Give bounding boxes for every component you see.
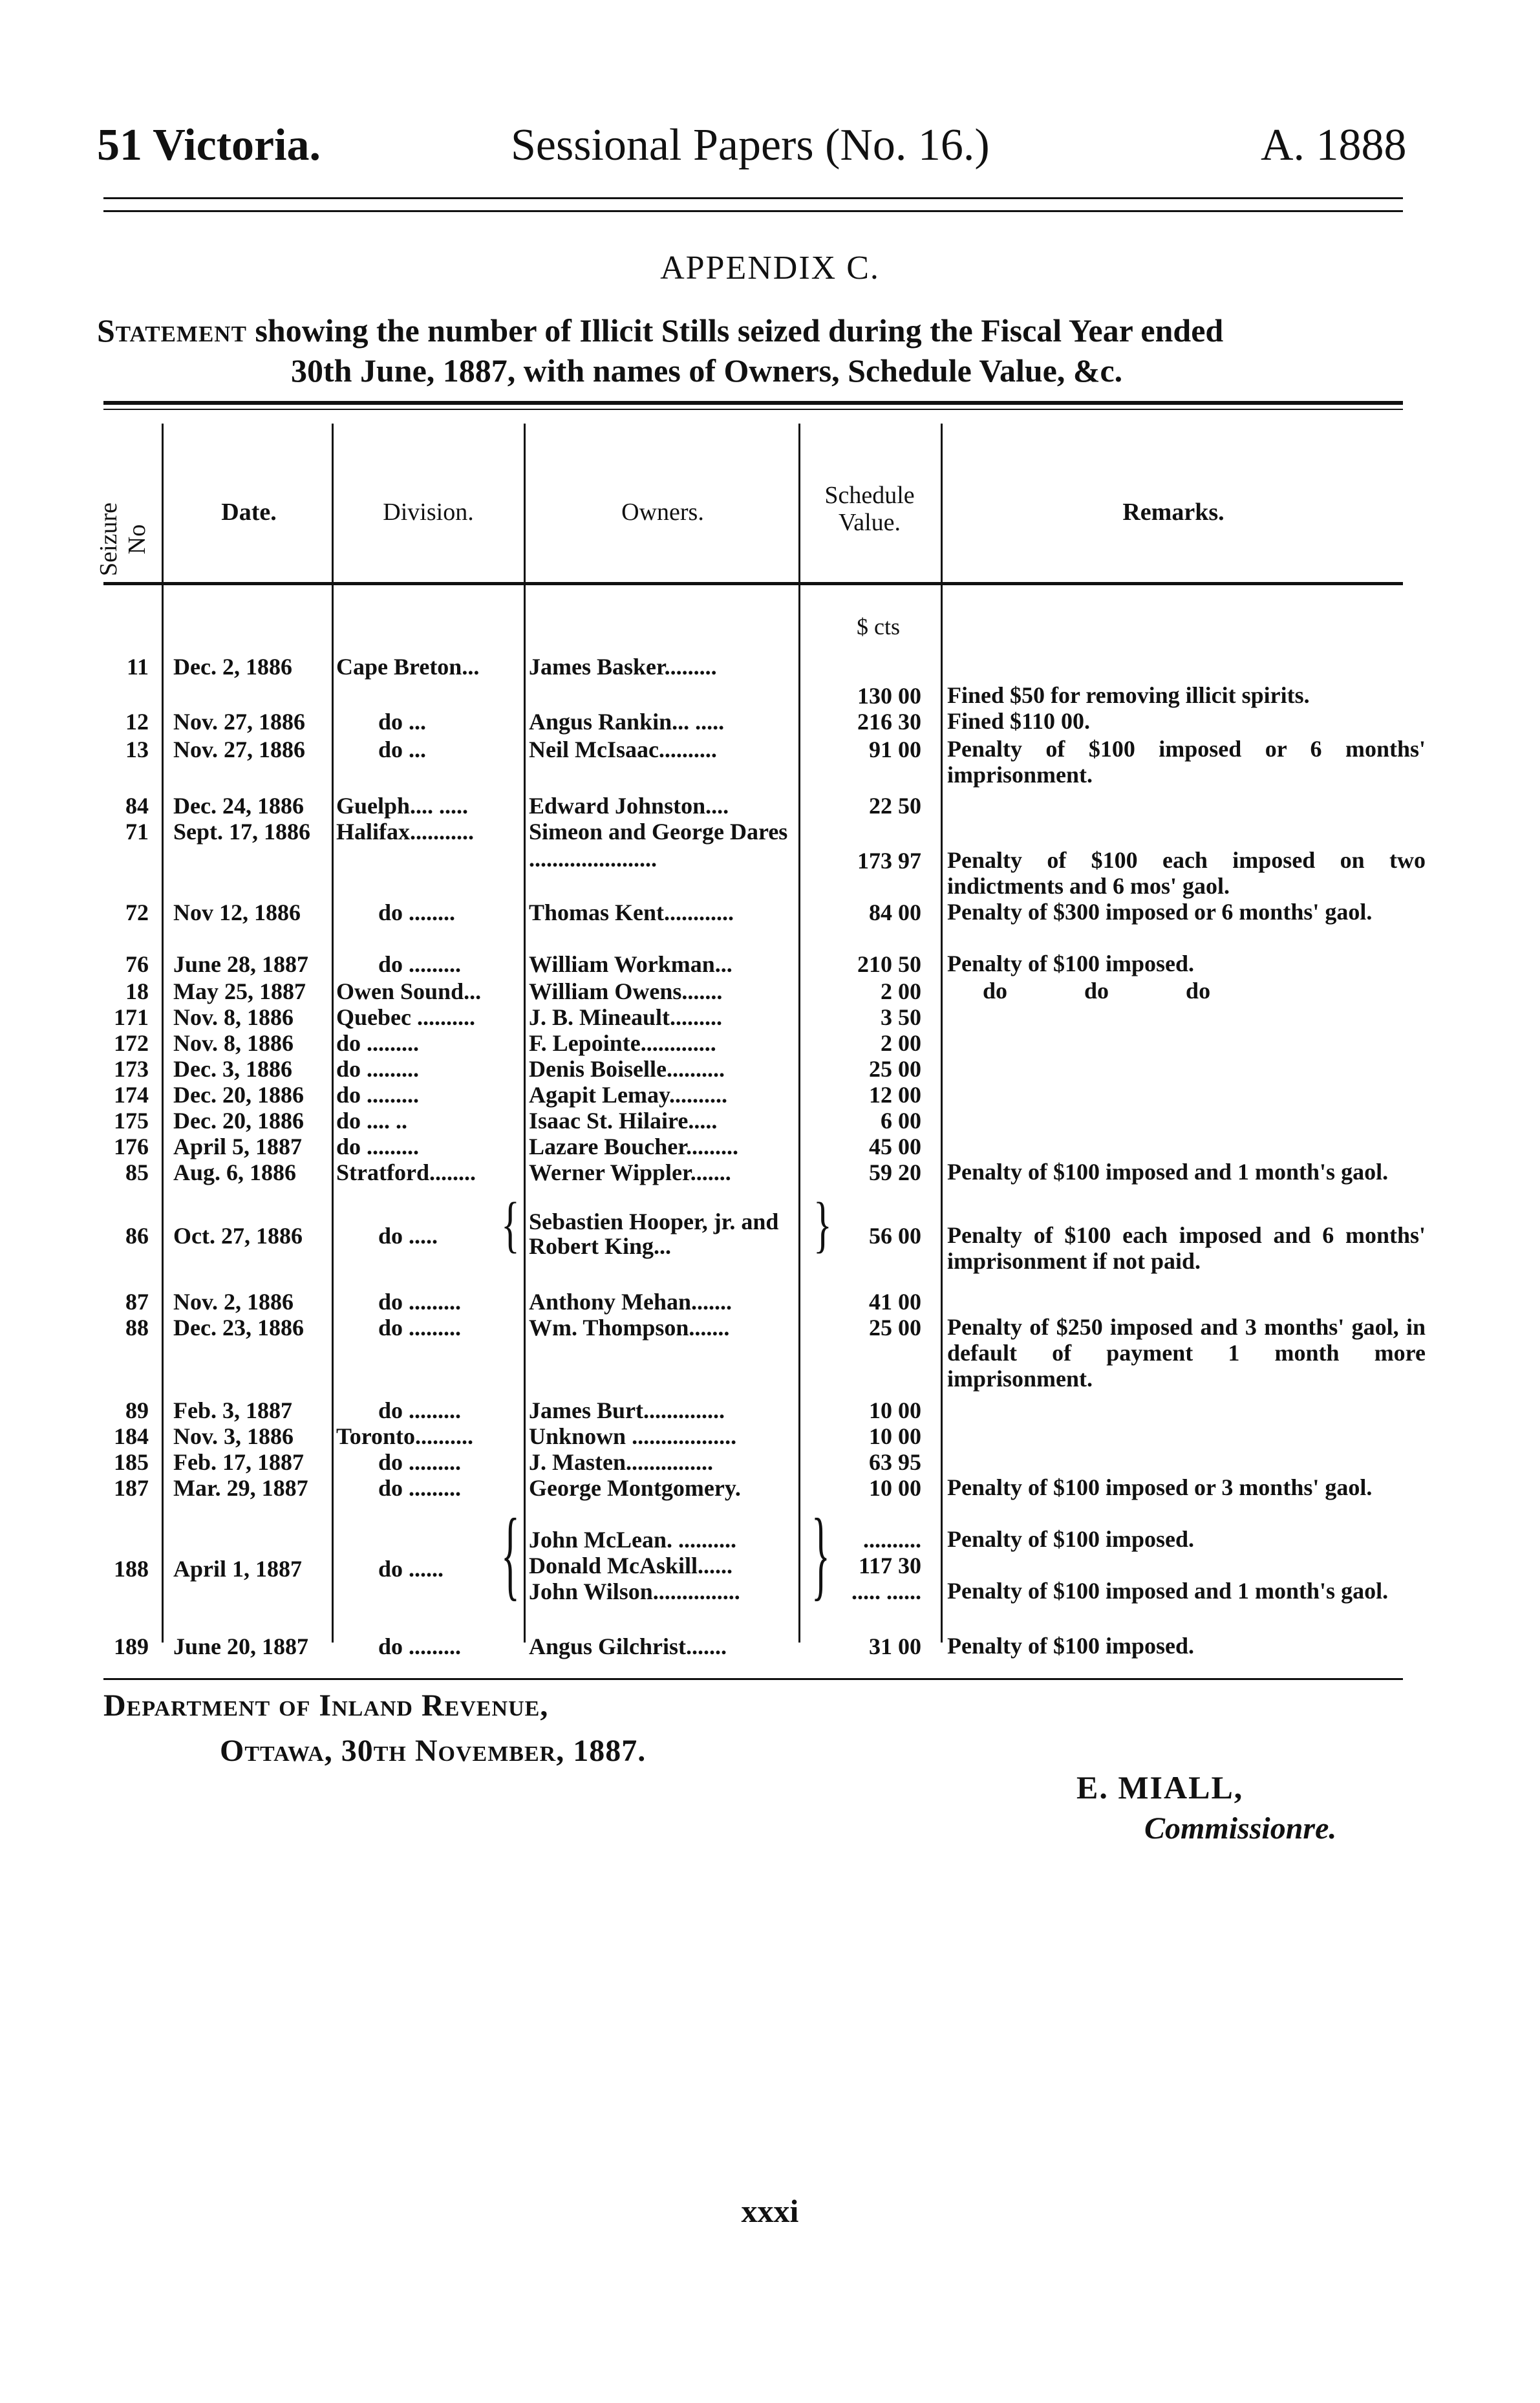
row-71-owner: Simeon and George Dares ...................... (529, 819, 788, 872)
row-171-division: Quebec .......... (336, 1004, 475, 1030)
row-187-date: Mar. 29, 1887 (173, 1475, 308, 1501)
row-174-seizure: 174 (114, 1082, 149, 1108)
row-174-division: do ......... (336, 1082, 420, 1108)
row-172-owner: F. Lepointe............. (529, 1030, 716, 1056)
row-72-owner: Thomas Kent............ (529, 900, 734, 925)
row-189-seizure: 189 (114, 1633, 149, 1659)
row-188-seizure: 188 (114, 1556, 149, 1582)
row-174-date: Dec. 20, 1886 (173, 1082, 304, 1108)
row-18-value: 2 00 (881, 978, 921, 1004)
row-18-seizure: 18 (125, 978, 149, 1004)
row-72-remarks: Penalty of $300 imposed or 6 months' gaol. (947, 899, 1373, 925)
row-189-owner: Angus Gilchrist....... (529, 1633, 727, 1659)
row-175-seizure: 175 (114, 1108, 149, 1134)
row-12-remarks: Fined $110 00. (947, 708, 1091, 734)
row-18-date: May 25, 1887 (173, 978, 306, 1004)
row-84-division: Guelph.... ..... (336, 793, 469, 819)
row-71-date: Sept. 17, 1886 (173, 819, 311, 845)
row-86-remarks: Penalty of $100 each imposed and 6 months' imprisonment if not paid. (947, 1222, 1426, 1274)
row-86-owner: Sebastien Hooper, jr. and Robert King... (529, 1209, 779, 1259)
appendix-title: APPENDIX C. (660, 250, 880, 286)
row-175-owner: Isaac St. Hilaire..... (529, 1108, 718, 1134)
signer-name: E. MIALL, (1076, 1769, 1244, 1805)
header-date: Date. (221, 499, 277, 526)
row-87-seizure: 87 (125, 1289, 149, 1315)
statement-line1: showing the number of Illicit Stills seized during the Fiscal Year ended (246, 312, 1224, 349)
row-174-value: 12 00 (869, 1082, 921, 1108)
row-88-seizure: 88 (125, 1315, 149, 1341)
header-volume: 51 Victoria. (97, 120, 321, 170)
header-remarks: Remarks. (1122, 499, 1225, 526)
col-line-3 (524, 424, 526, 1643)
row-76-seizure: 76 (125, 951, 149, 977)
row-175-division: do .... .. (336, 1108, 408, 1134)
row-11-owner: James Basker......... (529, 654, 717, 680)
row-185-division: do ......... (378, 1449, 462, 1475)
row-86-left-brace: { (501, 1190, 520, 1259)
statement-line2: 30th June, 1887, with names of Owners, Schedule Value, &c. (291, 352, 1123, 389)
row-175-date: Dec. 20, 1886 (173, 1108, 304, 1134)
row-71-seizure: 71 (125, 819, 149, 845)
row-189-remarks: Penalty of $100 imposed. (947, 1633, 1194, 1659)
row-184-owner: Unknown .................. (529, 1423, 737, 1449)
row-173-value: 25 00 (869, 1056, 921, 1082)
row-187-owner: George Montgomery. (529, 1475, 741, 1501)
row-71-value: 173 97 (857, 848, 921, 874)
row-88-value: 25 00 (869, 1315, 921, 1341)
col-line-5 (941, 424, 943, 1643)
row-185-owner: J. Masten............... (529, 1449, 713, 1475)
row-85-date: Aug. 6, 1886 (173, 1159, 297, 1185)
row-13-value: 91 00 (869, 737, 921, 762)
row-89-owner: James Burt.............. (529, 1397, 725, 1423)
table-top-rule-thin (103, 409, 1403, 410)
row-89-seizure: 89 (125, 1397, 149, 1423)
row-188-owner-2: Donald McAskill...... (529, 1553, 733, 1579)
header-division: Division. (383, 499, 474, 526)
row-189-value: 31 00 (869, 1633, 921, 1659)
row-188-value-1: .......... (863, 1527, 921, 1553)
row-18-owner: William Owens....... (529, 978, 723, 1004)
row-176-owner: Lazare Boucher......... (529, 1134, 738, 1159)
row-172-date: Nov. 8, 1886 (173, 1030, 294, 1056)
row-189-division: do ......... (378, 1633, 462, 1659)
row-173-owner: Denis Boiselle.......... (529, 1056, 725, 1082)
row-85-division: Stratford........ (336, 1159, 476, 1185)
row-185-date: Feb. 17, 1887 (173, 1449, 304, 1475)
row-86-division: do ..... (378, 1223, 438, 1249)
row-72-value: 84 00 (869, 900, 921, 925)
row-12-owner: Angus Rankin... ..... (529, 709, 725, 735)
row-89-date: Feb. 3, 1887 (173, 1397, 292, 1423)
header-owners: Owners. (621, 499, 704, 526)
row-18-remarks: do do do (983, 978, 1211, 1004)
row-13-owner: Neil McIsaac.......... (529, 737, 717, 762)
row-187-division: do ......... (378, 1475, 462, 1501)
row-85-seizure: 85 (125, 1159, 149, 1185)
row-172-division: do ......... (336, 1030, 420, 1056)
row-188-remarks-1: Penalty of $100 imposed. (947, 1526, 1194, 1552)
row-12-value: 216 30 (857, 709, 921, 735)
row-88-owner: Wm. Thompson....... (529, 1315, 730, 1341)
units-label: $ cts (857, 614, 900, 640)
row-184-value: 10 00 (869, 1423, 921, 1449)
row-12-date: Nov. 27, 1886 (173, 709, 306, 735)
page-number: xxxi (741, 2193, 799, 2229)
row-188-owner-1: John McLean. .......... (529, 1527, 737, 1553)
row-84-date: Dec. 24, 1886 (173, 793, 304, 819)
row-12-seizure: 12 (125, 709, 149, 735)
row-176-seizure: 176 (114, 1134, 149, 1159)
row-176-date: April 5, 1887 (173, 1134, 303, 1159)
row-84-owner: Edward Johnston.... (529, 793, 729, 819)
row-187-value: 10 00 (869, 1475, 921, 1501)
row-86-seizure: 86 (125, 1223, 149, 1249)
row-11-date: Dec. 2, 1886 (173, 654, 292, 680)
row-85-remarks: Penalty of $100 imposed and 1 month's gaol. (947, 1159, 1389, 1185)
row-187-remarks: Penalty of $100 imposed or 3 months' gaol. (947, 1474, 1373, 1500)
row-85-owner: Werner Wippler....... (529, 1159, 731, 1185)
row-172-seizure: 172 (114, 1030, 149, 1056)
row-13-division: do ... (378, 737, 427, 762)
row-88-division: do ......... (378, 1315, 462, 1341)
row-188-value-2: 117 30 (858, 1553, 921, 1579)
col-line-4 (798, 424, 800, 1643)
row-185-seizure: 185 (114, 1449, 149, 1475)
row-71-remarks: Penalty of $100 each imposed on two indictments and 6 mos' gaol. (947, 847, 1426, 899)
row-86-right-brace: } (813, 1190, 832, 1259)
row-176-division: do ......... (336, 1134, 420, 1159)
row-174-owner: Agapit Lemay.......... (529, 1082, 728, 1108)
row-188-date: April 1, 1887 (173, 1556, 303, 1582)
header-schedule-value: Schedule Value. (824, 482, 915, 536)
department-line: Department of Inland Revenue, (103, 1688, 549, 1723)
row-13-date: Nov. 27, 1886 (173, 737, 306, 762)
row-87-owner: Anthony Mehan....... (529, 1289, 733, 1315)
row-175-value: 6 00 (881, 1108, 921, 1134)
row-184-seizure: 184 (114, 1423, 149, 1449)
place-date-line: Ottawa, 30th November, 1887. (220, 1734, 647, 1768)
row-84-value: 22 50 (869, 793, 921, 819)
row-89-value: 10 00 (869, 1397, 921, 1423)
row-86-value: 56 00 (869, 1223, 921, 1249)
row-188-division: do ...... (378, 1556, 444, 1582)
row-88-remarks: Penalty of $250 imposed and 3 months' gaol, in default of payment 1 month more imprisonment. (947, 1314, 1426, 1392)
row-171-value: 3 50 (881, 1004, 921, 1030)
row-18-division: Owen Sound... (336, 978, 482, 1004)
row-76-value: 210 50 (857, 951, 921, 977)
row-171-seizure: 171 (114, 1004, 149, 1030)
row-76-owner: William Workman... (529, 951, 733, 977)
header-year: A. 1888 (1261, 120, 1407, 170)
header-bottom-rule (103, 582, 1403, 585)
row-88-date: Dec. 23, 1886 (173, 1315, 304, 1341)
row-89-division: do ......... (378, 1397, 462, 1423)
row-13-remarks: Penalty of $100 imposed or 6 months' imprisonment. (947, 736, 1426, 788)
row-185-value: 63 95 (869, 1449, 921, 1475)
row-76-date: June 28, 1887 (173, 951, 309, 977)
statement-lead: Statement (97, 312, 247, 349)
row-86-date: Oct. 27, 1886 (173, 1223, 303, 1249)
row-71-division: Halifax........... (336, 819, 474, 845)
header-rule-1 (103, 197, 1403, 199)
row-176-value: 45 00 (869, 1134, 921, 1159)
row-11-remarks: Fined $50 for removing illicit spirits. (947, 682, 1310, 708)
row-189-date: June 20, 1887 (173, 1633, 309, 1659)
row-173-division: do ......... (336, 1056, 420, 1082)
row-173-seizure: 173 (114, 1056, 149, 1082)
row-87-date: Nov. 2, 1886 (173, 1289, 294, 1315)
row-76-remarks: Penalty of $100 imposed. (947, 951, 1194, 976)
statement-heading (97, 310, 1422, 391)
row-184-date: Nov. 3, 1886 (173, 1423, 294, 1449)
signer-title: Commissionre. (1144, 1811, 1337, 1846)
row-11-division: Cape Breton... (336, 654, 480, 680)
row-76-division: do ......... (378, 951, 462, 977)
row-87-value: 41 00 (869, 1289, 921, 1315)
table-top-rule (103, 401, 1403, 405)
header-sessional-papers: Sessional Papers (No. 16.) (511, 120, 990, 170)
row-173-date: Dec. 3, 1886 (173, 1056, 292, 1082)
row-72-division: do ........ (378, 900, 456, 925)
header-seizure-no: Seizure No (95, 502, 151, 576)
row-171-owner: J. B. Mineault......... (529, 1004, 723, 1030)
row-184-division: Toronto.......... (336, 1423, 474, 1449)
row-171-date: Nov. 8, 1886 (173, 1004, 294, 1030)
row-12-division: do ... (378, 709, 427, 735)
header-rule-2 (103, 210, 1403, 212)
row-11-value: 130 00 (857, 683, 921, 709)
row-87-division: do ......... (378, 1289, 462, 1315)
row-172-value: 2 00 (881, 1030, 921, 1056)
col-line-2 (332, 424, 334, 1643)
row-188-owner-3: John Wilson............... (529, 1579, 740, 1604)
row-13-seizure: 13 (125, 737, 149, 762)
row-72-seizure: 72 (125, 900, 149, 925)
row-188-right-brace: } (811, 1498, 830, 1610)
col-line-1 (162, 424, 164, 1643)
row-188-value-3: ..... ...... (851, 1579, 921, 1604)
row-11-seizure: 11 (126, 654, 149, 680)
row-187-seizure: 187 (114, 1475, 149, 1501)
table-bottom-rule (103, 1678, 1403, 1680)
row-85-value: 59 20 (869, 1159, 921, 1185)
row-72-date: Nov 12, 1886 (173, 900, 301, 925)
row-188-remarks-2: Penalty of $100 imposed and 1 month's gaol. (947, 1578, 1389, 1604)
row-188-left-brace: { (501, 1498, 520, 1610)
row-84-seizure: 84 (125, 793, 149, 819)
